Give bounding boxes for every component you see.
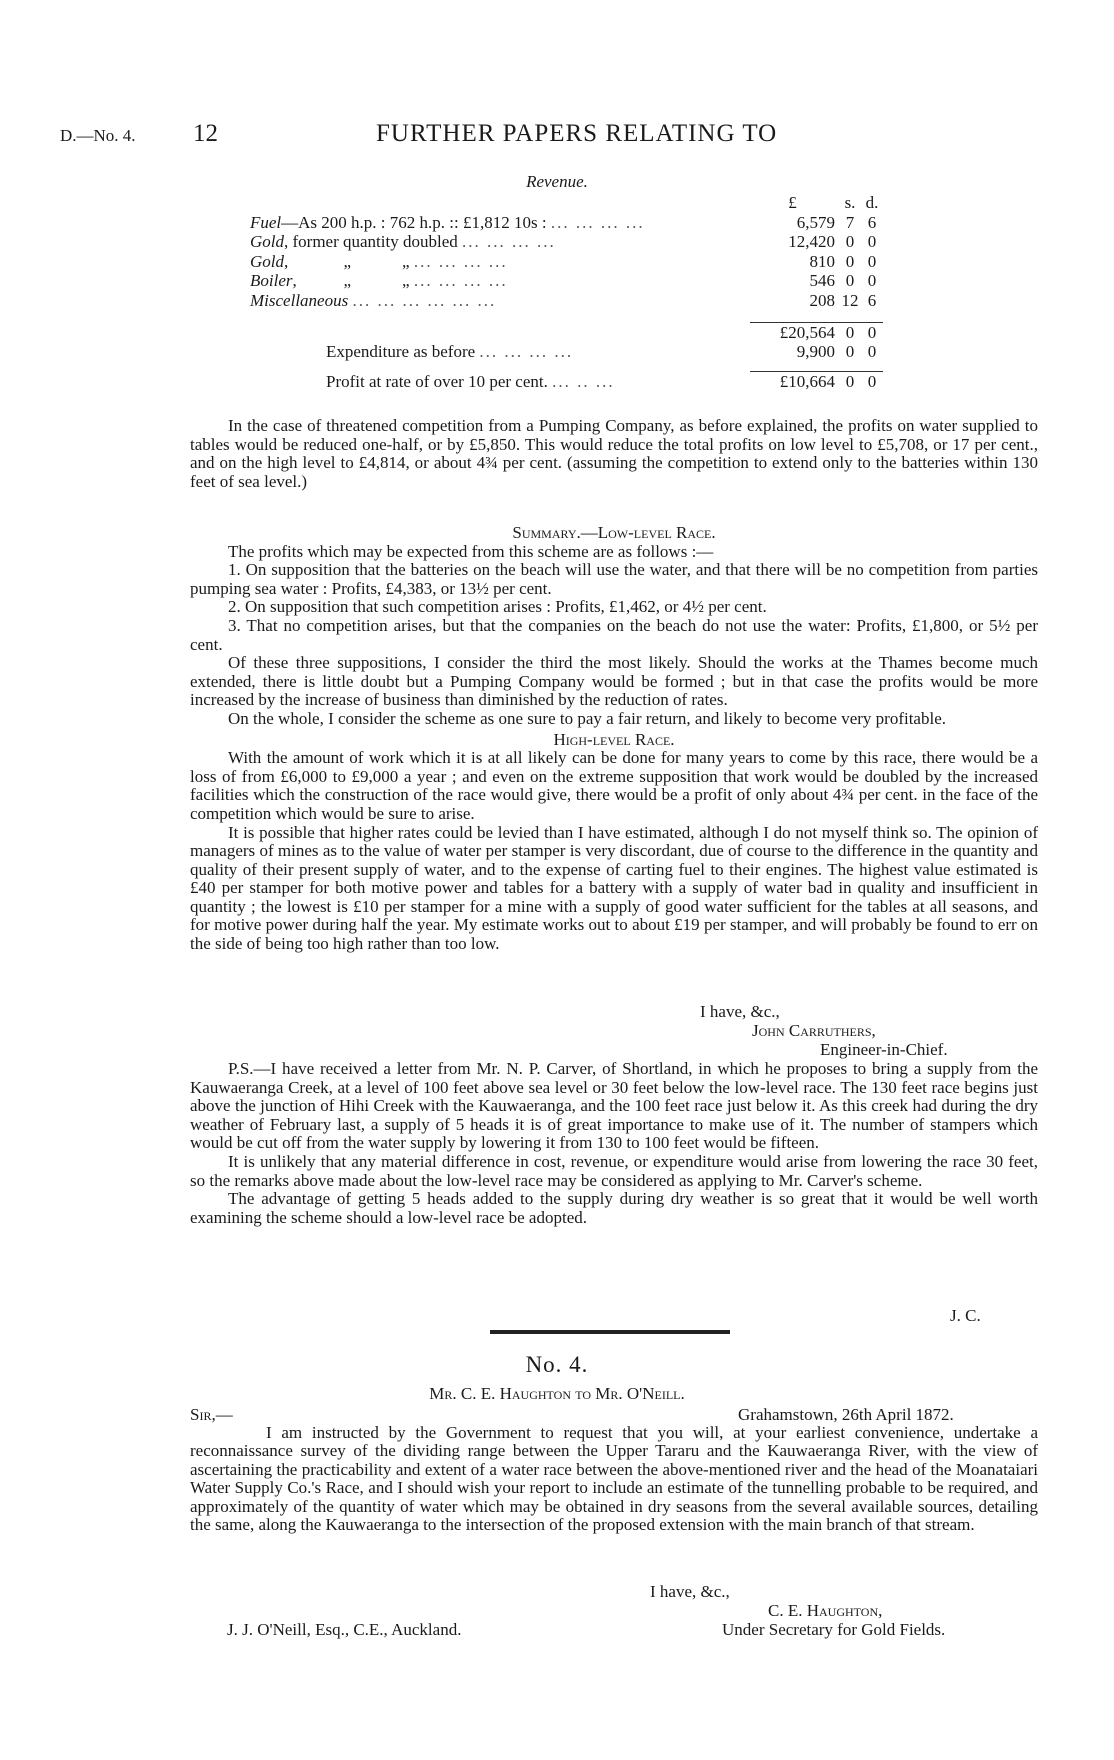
summary-intro: The profits which may be expected from this scheme are as follows :— bbox=[228, 541, 714, 561]
letter-body: I am instructed by the Government to request that you will, at your earliest convenience, undertake a reconnaissance survey of the dividing range between the Upper Tararu and the Kauwaeranga River, with the view of ascertaining the practicability and extent of a water race between the above-mentioned river and the head of the Moanataiari Water Supply Co.'s Race, and I should wish your report to include an estimate of the tunnelling probable to be required, and approximately of the quantity of water which may be obtained in dry seasons from the several available sources, detailing the same, along the Kauwaeranga to the intersection of the proposed extension with the main branch of that stream. bbox=[190, 1423, 1038, 1535]
total-row bbox=[250, 322, 883, 342]
table-header-row bbox=[250, 193, 883, 213]
pounds-cell: 208 bbox=[809, 290, 835, 310]
postscript-section bbox=[190, 1060, 1038, 1227]
col-shillings: s. bbox=[844, 193, 856, 212]
section-divider bbox=[490, 1330, 730, 1334]
page-header bbox=[0, 120, 1114, 156]
high-level-paragraph-1: With the amount of work which it is at all likely can be done for many years to come by this race, there would be a loss of from £6,000 to £9,000 a year ; and even on the extreme supposition that work would be doubled by the increased facilities which the construction of the race would give, there would be a profit of only about 4¾ per cent. in the face of the competition which would be sure to arise. bbox=[190, 748, 1038, 823]
signoff-carruthers bbox=[700, 1002, 948, 1059]
pence-cell: 0 bbox=[867, 232, 877, 251]
col-pence: d. bbox=[865, 193, 879, 212]
pounds-cell: 546 bbox=[809, 271, 835, 290]
summary-heading: Summary.—Low-level Race. bbox=[512, 523, 716, 542]
shillings-cell: 0 bbox=[845, 232, 855, 251]
high-level-paragraph-2: It is possible that higher rates could be levied than I have estimated, although I do not myself think so. The opinion of managers of mines as to the value of water per stamper is very discordant, due of course to the difference in the quantity and quality of their present supply of water, and to the expense of carting fuel to their engines. The highest value estimated is £40 per stamper for both motive power and tables for a battery with a supply of water bad in quality and insufficient in quantity ; the lowest is £10 per stamper for a mine with a supply of good water sufficient for the tables at all seasons, and for motive power during half the year. My estimate works out to about £19 per stamper, and will probably be found to err on the side of being too high rather than too low. bbox=[190, 822, 1038, 954]
profit-row: Profit at rate of over 10 per cent. ... .. ... £10,664 0 0 bbox=[250, 372, 883, 392]
place-date: Grahamstown, 26th April 1872. bbox=[738, 1405, 954, 1424]
row-label-rest: , former quantity doubled bbox=[284, 232, 458, 251]
pence-cell: 6 bbox=[867, 290, 877, 310]
letter-body-block bbox=[190, 1424, 1038, 1534]
running-title: FURTHER PAPERS RELATING TO bbox=[376, 120, 778, 147]
row-label: Gold bbox=[250, 232, 284, 251]
row-label: Miscellaneous bbox=[250, 290, 349, 310]
competition-paragraph: In the case of threatened competition from a Pumping Company, as before explained, the profits on water supplied to tables would be reduced one-half, or by £5,850. This would reduce the total profits on low level to £5,708, or 17 per cent., and on the high level to £4,814, or about 4¾ per cent. (assuming the competition to extend only to the batteries within 130 feet of sea level.) bbox=[190, 416, 1038, 491]
competition-paragraph-block bbox=[190, 417, 1038, 491]
table-row: Fuel—As 200 h.p. : 762 h.p. :: £1,812 10s : ... ... ... ... 6,579 7 6 bbox=[250, 213, 883, 233]
letter-subtitle: Mr. C. E. Haughton to Mr. O'Neill. bbox=[429, 1384, 685, 1403]
row-label: Fuel bbox=[250, 212, 282, 232]
profit-label: Profit at rate of over 10 per cent. bbox=[326, 371, 548, 391]
signatory-role: Engineer-in-Chief. bbox=[820, 1040, 948, 1059]
shillings-cell: 0 bbox=[845, 271, 855, 290]
pence-cell: 0 bbox=[867, 271, 877, 290]
expenditure-label: Expenditure as before bbox=[326, 342, 476, 361]
expenditure-pounds: 9,900 bbox=[796, 342, 835, 361]
total-pence: 0 bbox=[861, 322, 883, 342]
total-shillings: 0 bbox=[839, 322, 861, 342]
page-number: 12 bbox=[193, 120, 218, 147]
row-label-rest: , „ „ bbox=[292, 271, 410, 290]
pounds-cell: 6,579 bbox=[796, 212, 835, 232]
summary-section bbox=[190, 524, 1038, 954]
document-reference: D.—No. 4. bbox=[60, 126, 136, 145]
postscript-paragraph-2: It is unlikely that any material difference in cost, revenue, or expenditure would arise from lowering the race 30 feet, so the remarks above made about the low-level race may be considered as applying to Mr. Carver's scheme. bbox=[190, 1151, 1038, 1190]
total-pounds: £20,564 bbox=[750, 322, 839, 342]
shillings-cell: 7 bbox=[845, 212, 855, 232]
expenditure-pence: 0 bbox=[867, 342, 877, 361]
table-row: Gold, former quantity doubled ... ... ... ... 12,420 0 0 bbox=[250, 232, 883, 252]
col-pounds: £ bbox=[788, 193, 797, 212]
table-row: Gold, „ „ ... ... ... ... 810 0 0 bbox=[250, 252, 883, 272]
closing: I have, &c., bbox=[700, 1002, 780, 1021]
signatory-name: C. E. Haughton, bbox=[768, 1601, 883, 1620]
summary-item-1: 1. On supposition that the batteries on the beach will use the water, and that there will be no competition from parties pumping sea water : Profits, £4,383, or 13½ per cent. bbox=[190, 560, 1038, 598]
addressee: J. J. O'Neill, Esq., C.E., Auckland. bbox=[227, 1620, 462, 1639]
closing: I have, &c., bbox=[650, 1582, 730, 1601]
profit-shillings: 0 bbox=[839, 372, 861, 392]
postscript-initials: J. C. bbox=[950, 1306, 981, 1325]
summary-paragraph-2: On the whole, I consider the scheme as one sure to pay a fair return, and likely to become very profitable. bbox=[228, 708, 946, 728]
summary-item-3: 3. That no competition arises, but that the companies on the beach do not use the water: Profits, £1,800, or 5½ per cent. bbox=[190, 615, 1038, 654]
signatory-role: Under Secretary for Gold Fields. bbox=[722, 1620, 946, 1639]
summary-item-2: 2. On supposition that such competition arises : Profits, £1,462, or 4½ per cent. bbox=[228, 597, 767, 617]
table-row: Boiler, „ „ ... ... ... ... 546 0 0 bbox=[250, 271, 883, 291]
row-label: Boiler bbox=[250, 271, 293, 290]
profit-pence: 0 bbox=[861, 372, 883, 392]
table-row: Miscellaneous ... ... ... ... ... ... 208 12 6 bbox=[250, 291, 883, 311]
row-label-rest: , „ „ bbox=[284, 251, 410, 271]
summary-paragraph-1: Of these three suppositions, I consider the third the most likely. Should the works at the Thames become much extended, there is little doubt but a Pumping Company would be formed ; but in that case the profits would be more increased by the increase of business than diminished by the reduction of rates. bbox=[190, 653, 1038, 710]
pence-cell: 6 bbox=[867, 212, 877, 232]
row-label: Gold bbox=[250, 251, 284, 271]
pounds-cell: 810 bbox=[809, 251, 835, 271]
profit-pounds: £10,664 bbox=[750, 372, 839, 392]
postscript-paragraph-1: P.S.—I have received a letter from Mr. N. P. Carver, of Shortland, in which he proposes to bring a supply from the Kauwaeranga Creek, at a level of 100 feet above sea level or 30 feet below the low-level race. The 130 feet race begins just above the junction of Hihi Creek with the Kauwaeranga, and the 100 feet race just below it. As this creek had during the dry weather of February last, a supply of 5 heads it is of great importance to make use of it. The number of stampers which would be cut off from the water supply by lowering it from 130 to 100 feet would be fifteen. bbox=[190, 1059, 1038, 1153]
pounds-cell: 12,420 bbox=[788, 232, 835, 251]
signoff-haughton bbox=[650, 1582, 945, 1639]
salutation: Sir,— bbox=[190, 1405, 233, 1424]
letter-number: No. 4. bbox=[525, 1352, 589, 1377]
expenditure-shillings: 0 bbox=[845, 342, 855, 361]
shillings-cell: 12 bbox=[841, 290, 859, 310]
pence-cell: 0 bbox=[867, 251, 877, 271]
postscript-paragraph-3: The advantage of getting 5 heads added to the supply during dry weather is so great that it would be well worth examining the scheme should a low-level race be adopted. bbox=[190, 1189, 1038, 1227]
high-level-heading: High-level Race. bbox=[553, 729, 675, 749]
signatory-name: John Carruthers, bbox=[752, 1021, 876, 1040]
row-label-rest: —As 200 h.p. : 762 h.p. :: £1,812 10s : bbox=[281, 212, 547, 232]
revenue-heading: Revenue. bbox=[526, 172, 588, 191]
expenditure-row: Expenditure as before ... ... ... ... 9,900 0 0 bbox=[250, 342, 883, 362]
revenue-table bbox=[250, 193, 883, 392]
shillings-cell: 0 bbox=[845, 251, 855, 271]
